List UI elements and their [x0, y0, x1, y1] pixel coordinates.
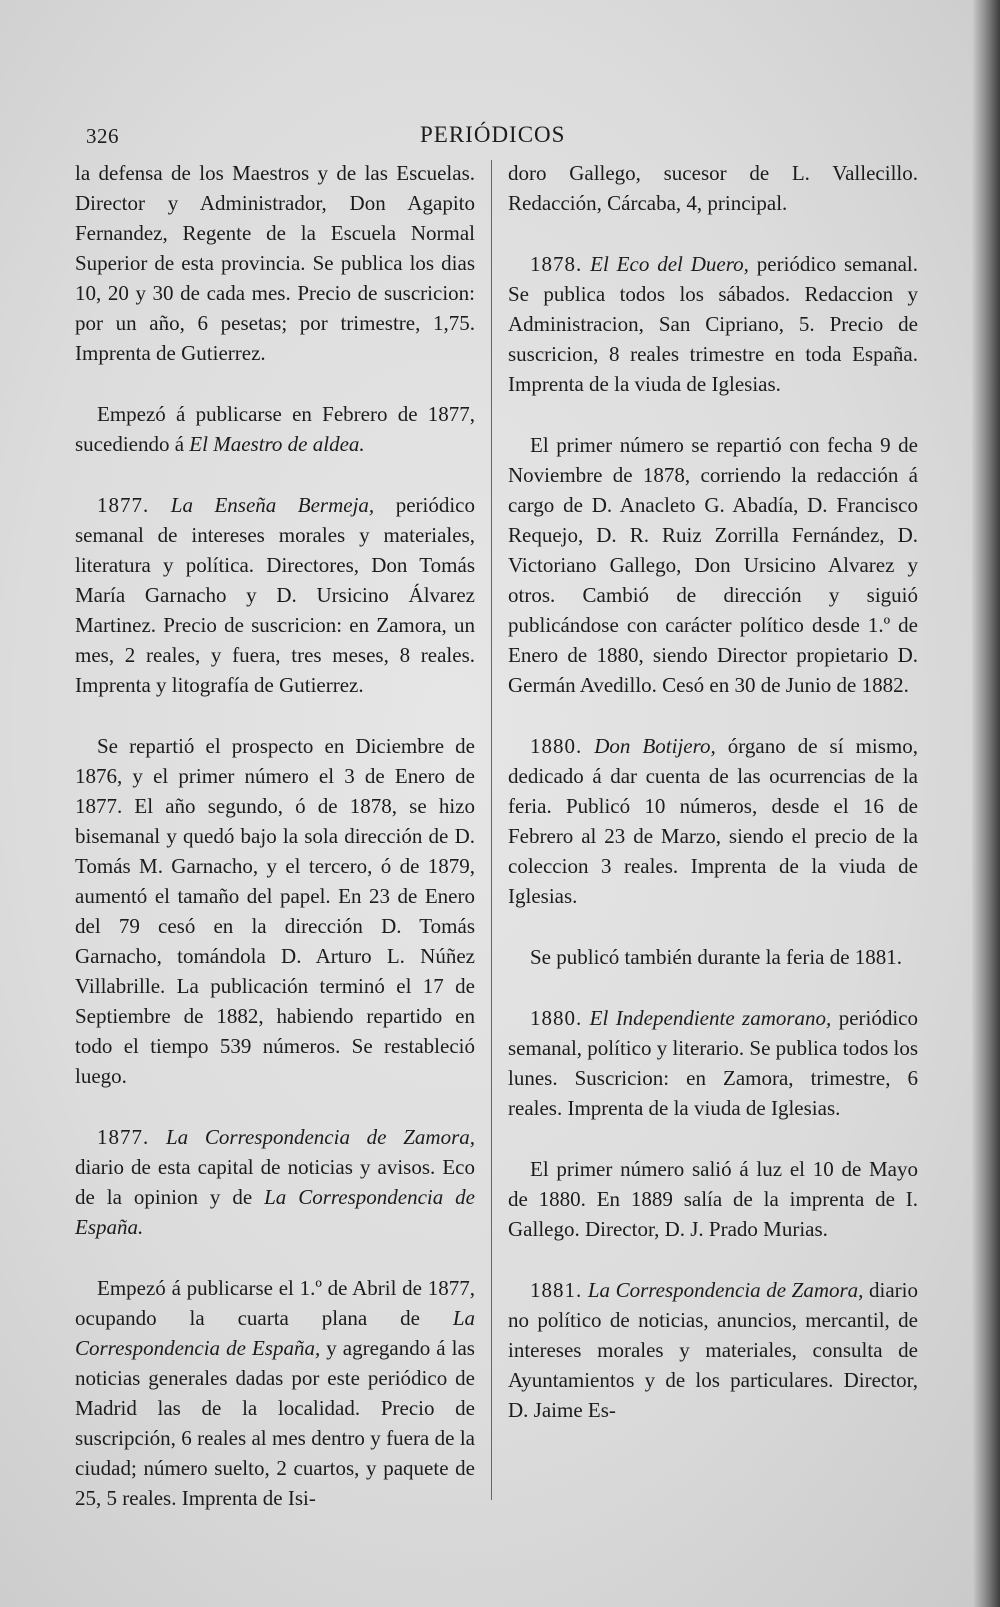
periodical-title: El Independiente zamorano, — [589, 1006, 832, 1030]
periodical-title-secondary: La Correspondencia de España. — [75, 1185, 476, 1239]
page-edge-shadow — [972, 0, 1000, 1607]
entry-text: la defensa de los Maestros y de las Escuelas. Director y Administrador, Don Agapito Fernandez, Regente de la Escuela Normal Superior de esta provincia. Se publica los dias 10, 20 y 30 de cada mes. Precio de suscricion: por un año, 6 pesetas; por trimestre, 1,75. Imprenta de Gutierrez. — [75, 161, 475, 365]
periodical-title: La Enseña Bermeja, — [170, 493, 375, 517]
right-column — [508, 158, 918, 1456]
entry-year: 1881. — [530, 1278, 583, 1302]
entry-note — [508, 1154, 918, 1244]
periodical-title: Don Botijero, — [594, 734, 716, 758]
periodical-title: El Maestro de aldea. — [189, 432, 365, 456]
column-divider — [491, 160, 492, 1500]
note-text-after: y agregando á las noticias generales dadas por este periódico de Madrid las de la localidad. Precio de suscripción, 6 reales al mes dentro y fuera de la ciudad; número suelto, 2 cuartos, y paquete de 25, 5 reales. Imprenta de Isi- — [75, 1336, 475, 1510]
note-text: El primer número se repartió con fecha 9 de Noviembre de 1878, corriendo la redacción á cargo de D. Anacleto G. Abadía, D. Francisco Requejo, D. R. Ruiz Zorrilla Fernández, D. Victoriano Gallego, Don Ursicino Alvarez y otros. Cambió de dirección y siguió publicándose con carácter político desde 1.º de Enero de 1880, siendo Director propietario D. Germán Avedillo. Cesó en 30 de Junio de 1882. — [508, 433, 918, 697]
entry-year: 1880. — [530, 734, 583, 758]
entry-note — [508, 942, 918, 972]
periodical-title: La Correspondencia de Zamora, — [587, 1278, 864, 1302]
entry-text: diario de esta capital de noticias y avisos. Eco de la opinion y de — [75, 1155, 475, 1209]
entry-year: 1877. — [97, 493, 150, 517]
entry-text: diario no político de noticias, anuncios, mercantil, de intereses morales y materiales, consulta de Ayuntamientos y de los particulares. Director, D. Jaime Es- — [508, 1278, 919, 1422]
entry-note — [508, 430, 918, 700]
entry-text: periódico semanal, político y literario. Se publica todos los lunes. Suscricion: en Zamora, trimestre, 6 reales. Imprenta de la viuda de Iglesias. — [508, 1006, 919, 1120]
entry-note — [75, 731, 475, 1091]
left-column — [75, 158, 475, 1544]
periodical-entry — [508, 731, 918, 911]
periodical-entry — [75, 1122, 475, 1242]
entry-continuation — [508, 158, 918, 218]
entry-continuation — [75, 158, 475, 368]
note-text: Se repartió el prospecto en Diciembre de 1876, y el primer número el 3 de Enero de 1877. El año segundo, ó de 1878, se hizo bisemanal y quedó bajo la sola dirección de D. Tomás M. Garnacho, y el tercero, ó de 1879, aumentó el tamaño del papel. En 23 de Enero del 79 cesó en la dirección D. Tomás Garnacho, tomándola D. Arturo L. Núñez Villabrille. La publicación terminó el 17 de Septiembre de 1882, habiendo repartido en todo el tiempo 539 números. Se restableció luego. — [75, 734, 475, 1088]
periodical-title: La Correspondencia de España, — [75, 1306, 475, 1360]
periodical-entry — [508, 249, 918, 399]
page-header — [0, 118, 1000, 158]
entry-year: 1880. — [530, 1006, 583, 1030]
periodical-title: La Correspondencia de Zamora, — [165, 1125, 475, 1149]
entry-text: órgano de sí mismo, dedicado á dar cuenta de las ocurrencias de la feria. Publicó 10 números, desde el 16 de Febrero al 23 de Marzo, siendo el precio de la coleccion 3 reales. Imprenta de la viuda de Iglesias. — [508, 734, 918, 908]
entry-year: 1877. — [97, 1125, 150, 1149]
running-title: PERIÓDICOS — [420, 122, 566, 147]
page-number: 326 — [86, 124, 119, 148]
note-text: Empezó á publicarse en Febrero de 1877, sucediendo á — [75, 402, 475, 456]
entry-text: periódico semanal de intereses morales y materiales, literatura y política. Directores, Don Tomás María Garnacho y D. Ursicino Álvarez Martinez. Precio de suscricion: en Zamora, un mes, 2 reales, y fuera, tres meses, 8 reales. Imprenta y litografía de Gutierrez. — [75, 493, 475, 697]
periodical-entry — [75, 490, 475, 700]
note-text: Se publicó también durante la feria de 1881. — [530, 945, 903, 969]
note-text: Empezó á publicarse el 1.º de Abril de 1877, ocupando la cuarta plana de — [75, 1276, 475, 1330]
entry-note — [75, 399, 475, 459]
entry-note — [75, 1273, 475, 1513]
periodical-entry — [508, 1275, 918, 1425]
periodical-entry — [508, 1003, 918, 1123]
entry-text: doro Gallego, sucesor de L. Vallecillo. Redacción, Cárcaba, 4, principal. — [508, 161, 918, 215]
entry-year: 1878. — [530, 252, 583, 276]
note-text: El primer número salió á luz el 10 de Mayo de 1880. En 1889 salía de la imprenta de I. Gallego. Director, D. J. Prado Murias. — [508, 1157, 918, 1241]
entry-text: periódico semanal. Se publica todos los sábados. Redaccion y Administracion, San Cipriano, 5. Precio de suscricion, 8 reales trimestre en toda España. Imprenta de la viuda de Iglesias. — [508, 252, 919, 396]
periodical-title: El Eco del Duero, — [590, 252, 749, 276]
